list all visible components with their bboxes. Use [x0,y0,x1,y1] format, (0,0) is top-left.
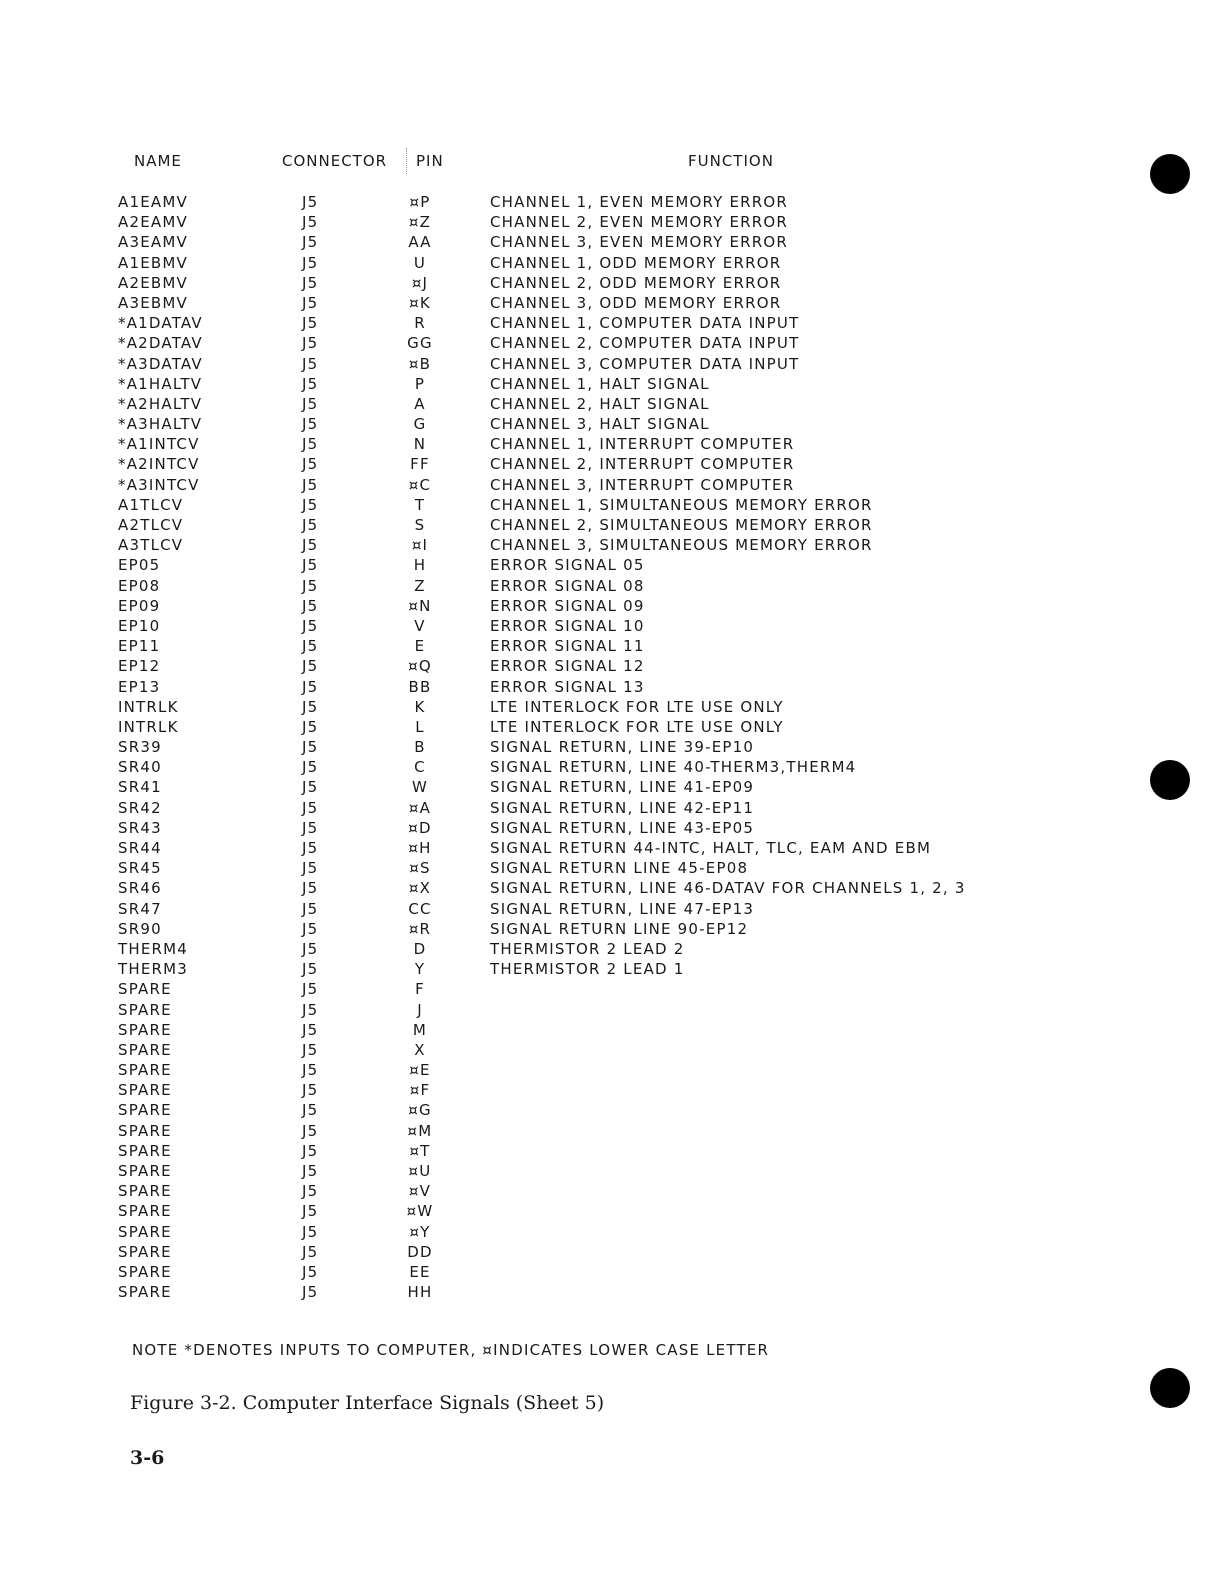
table-row [0,394,1226,414]
header-connector: CONNECTOR [282,152,388,170]
pin-cell: ¤Q [408,657,432,676]
table-row [0,878,1226,898]
function-cell: ERROR SIGNAL 10 [490,616,645,635]
connector-cell: J5 [302,939,319,958]
connector-cell: J5 [302,818,319,837]
signal-name: *A2INTCV [118,455,200,474]
connector-cell: J5 [302,273,319,292]
connector-cell: J5 [302,960,319,979]
signal-name: EP13 [118,677,161,696]
function-cell: SIGNAL RETURN LINE 45-EP08 [490,859,749,878]
connector-cell: J5 [302,1283,319,1302]
connector-cell: J5 [302,596,319,615]
table-row [0,737,1226,757]
header-function: FUNCTION [688,152,774,170]
function-cell: ERROR SIGNAL 08 [490,576,645,595]
connector-cell: J5 [302,637,319,656]
signal-name: INTRLK [118,697,179,716]
function-cell: CHANNEL 3, EVEN MEMORY ERROR [490,233,789,252]
table-row [0,555,1226,575]
table-row [0,495,1226,515]
table-row [0,899,1226,919]
function-cell: CHANNEL 2, EVEN MEMORY ERROR [490,213,789,232]
signal-name: *A1HALTV [118,374,203,393]
table-row [0,798,1226,818]
table-row [0,354,1226,374]
table-row [0,1100,1226,1120]
function-cell: SIGNAL RETURN, LINE 47-EP13 [490,899,755,918]
pin-cell: M [412,1020,428,1039]
table-row [0,454,1226,474]
pin-cell: ¤K [409,293,431,312]
function-cell: SIGNAL RETURN 44-INTC, HALT, TLC, EAM AND EBM [490,839,932,857]
pin-cell: E [414,637,426,656]
pin-cell: A [414,394,426,413]
pin-cell: ¤U [408,1162,432,1180]
pin-cell: U [413,253,427,272]
function-cell: SIGNAL RETURN, LINE 41-EP09 [490,778,755,797]
signal-name: SPARE [118,1222,172,1241]
connector-cell: J5 [302,899,319,918]
table-row [0,273,1226,293]
function-cell: ERROR SIGNAL 05 [490,556,645,575]
signal-name: A2EBMV [118,273,188,292]
function-cell: CHANNEL 1, COMPUTER DATA INPUT [490,314,800,333]
pin-cell: F [415,980,425,999]
pin-cell: P [414,374,426,393]
pin-cell: ¤I [411,536,429,555]
pin-cell: ¤P [409,193,431,211]
table-row [0,1181,1226,1201]
function-cell: ERROR SIGNAL 12 [490,657,645,676]
pin-cell: FF [410,455,430,474]
signal-name: SR44 [118,839,162,857]
function-cell: LTE INTERLOCK FOR LTE USE ONLY [490,697,784,716]
table-row [0,1222,1226,1242]
signal-name: *A2DATAV [118,334,203,353]
function-cell: CHANNEL 2, SIMULTANEOUS MEMORY ERROR [490,516,873,534]
pin-cell: ¤D [408,818,432,837]
table-row [0,1201,1226,1221]
signal-name: EP11 [118,637,161,656]
page-number: 3-6 [130,1447,165,1469]
pin-cell: Y [414,960,426,979]
signal-name: EP05 [118,556,161,575]
table-row [0,374,1226,394]
connector-cell: J5 [302,738,319,757]
signal-name: SR46 [118,879,162,898]
table-note: NOTE *DENOTES INPUTS TO COMPUTER, ¤INDICATES LOWER CASE LETTER [132,1341,770,1359]
connector-cell: J5 [302,839,319,857]
connector-cell: J5 [302,536,319,555]
signal-name: SPARE [118,1121,172,1140]
pin-cell: C [414,758,426,777]
pin-cell: X [414,1040,426,1059]
signal-name: *A2HALTV [118,394,203,413]
connector-cell: J5 [302,495,319,514]
pin-cell: G [413,415,427,434]
function-cell: SIGNAL RETURN, LINE 43-EP05 [490,818,755,837]
signal-name: A1EBMV [118,253,188,272]
function-cell: LTE INTERLOCK FOR LTE USE ONLY [490,717,784,736]
pin-cell: ¤S [409,859,431,878]
pin-cell: ¤X [408,879,432,898]
table-row [0,818,1226,838]
connector-cell: J5 [302,677,319,696]
signal-name: SPARE [118,1141,172,1160]
connector-cell: J5 [302,475,319,494]
signal-name: A1TLCV [118,495,184,514]
signal-name: SPARE [118,1262,172,1281]
table-row [0,717,1226,737]
table-row [0,333,1226,353]
signal-name: *A3DATAV [118,354,203,373]
connector-cell: J5 [302,1061,319,1080]
function-cell: CHANNEL 2, ODD MEMORY ERROR [490,273,782,292]
signal-name: SPARE [118,980,172,999]
signal-name: SR39 [118,738,162,757]
function-cell: CHANNEL 2, COMPUTER DATA INPUT [490,334,800,353]
connector-cell: J5 [302,435,319,454]
connector-cell: J5 [302,556,319,575]
connector-cell: J5 [302,1162,319,1180]
table-row [0,697,1226,717]
connector-cell: J5 [302,1081,319,1100]
table-row [0,959,1226,979]
function-cell: CHANNEL 1, ODD MEMORY ERROR [490,253,782,272]
table-row [0,919,1226,939]
table-row [0,515,1226,535]
connector-cell: J5 [302,253,319,272]
table-row [0,979,1226,999]
signal-table [0,192,1226,1302]
table-row [0,1020,1226,1040]
connector-cell: J5 [302,233,319,252]
function-cell: CHANNEL 3, HALT SIGNAL [490,415,710,434]
function-cell: THERMISTOR 2 LEAD 1 [490,960,685,979]
table-row [0,1000,1226,1020]
signal-name: THERM3 [118,960,189,979]
signal-name: SPARE [118,1162,172,1180]
pin-cell: ¤W [406,1202,434,1221]
connector-cell: J5 [302,314,319,333]
table-row [0,1121,1226,1141]
signal-name: THERM4 [118,939,189,958]
signal-name: A2TLCV [118,516,184,534]
table-row [0,1282,1226,1302]
pin-cell: ¤R [408,919,432,938]
function-cell: SIGNAL RETURN, LINE 46-DATAV FOR CHANNELS 1, 2, 3 [490,879,966,898]
pin-cell: ¤Z [408,213,432,232]
table-row [0,1262,1226,1282]
pin-cell: ¤F [409,1081,431,1100]
connector-cell: J5 [302,516,319,534]
table-row [0,313,1226,333]
function-cell: SIGNAL RETURN, LINE 39-EP10 [490,738,755,757]
function-cell: SIGNAL RETURN, LINE 42-EP11 [490,798,755,817]
pin-cell: ¤M [407,1121,433,1140]
connector-cell: J5 [302,1000,319,1019]
function-cell: CHANNEL 3, SIMULTANEOUS MEMORY ERROR [490,536,873,555]
connector-cell: J5 [302,616,319,635]
pin-cell: CC [408,899,432,918]
pin-cell: S [414,516,426,534]
signal-name: SPARE [118,1081,172,1100]
signal-name: SPARE [118,1000,172,1019]
header-pin: PIN [416,152,444,170]
table-row [0,858,1226,878]
signal-name: SPARE [118,1020,172,1039]
table-row [0,596,1226,616]
pin-cell: W [411,778,429,797]
connector-cell: J5 [302,374,319,393]
pin-cell: ¤G [408,1101,432,1120]
table-row [0,1080,1226,1100]
connector-cell: J5 [302,354,319,373]
connector-cell: J5 [302,1020,319,1039]
table-row [0,757,1226,777]
pin-cell: BB [408,677,432,696]
pin-cell: J [417,1000,423,1019]
signal-name: SR41 [118,778,162,797]
pin-cell: L [415,717,425,736]
connector-cell: J5 [302,1141,319,1160]
connector-cell: J5 [302,213,319,232]
signal-name: EP09 [118,596,161,615]
function-cell: SIGNAL RETURN LINE 90-EP12 [490,919,749,938]
connector-cell: J5 [302,1242,319,1261]
pin-cell: GG [407,334,433,353]
signal-name: A3EBMV [118,293,188,312]
signal-name: SPARE [118,1182,172,1201]
pin-cell: ¤E [409,1061,431,1080]
signal-name: SR90 [118,919,162,938]
connector-cell: J5 [302,1182,319,1201]
pin-cell: ¤H [408,839,432,857]
signal-name: SPARE [118,1040,172,1059]
connector-cell: J5 [302,778,319,797]
pin-cell: ¤A [408,798,432,817]
pin-cell: H [413,556,427,575]
signal-name: EP10 [118,616,161,635]
function-cell: ERROR SIGNAL 11 [490,637,645,656]
pin-cell: N [413,435,427,454]
table-row [0,777,1226,797]
function-cell: SIGNAL RETURN, LINE 40-THERM3,THERM4 [490,758,857,777]
connector-cell: J5 [302,697,319,716]
connector-cell: J5 [302,859,319,878]
header-divider [406,148,407,174]
function-cell: ERROR SIGNAL 09 [490,596,645,615]
function-cell: CHANNEL 3, INTERRUPT COMPUTER [490,475,795,494]
figure-caption: Figure 3-2. Computer Interface Signals (Sheet 5) [130,1392,605,1414]
pin-cell: ¤T [409,1141,431,1160]
table-row [0,535,1226,555]
function-cell: CHANNEL 2, INTERRUPT COMPUTER [490,455,795,474]
signal-name: SR40 [118,758,162,777]
function-cell: THERMISTOR 2 LEAD 2 [490,939,685,958]
connector-cell: J5 [302,798,319,817]
table-row [0,616,1226,636]
signal-name: SPARE [118,1101,172,1120]
connector-cell: J5 [302,980,319,999]
signal-name: *A3HALTV [118,415,203,434]
connector-cell: J5 [302,919,319,938]
connector-cell: J5 [302,1040,319,1059]
signal-name: A3EAMV [118,233,188,252]
pin-cell: EE [409,1262,431,1281]
table-row [0,192,1226,212]
table-row [0,677,1226,697]
table-row [0,939,1226,959]
connector-cell: J5 [302,415,319,434]
function-cell: CHANNEL 3, COMPUTER DATA INPUT [490,354,800,373]
connector-cell: J5 [302,394,319,413]
pin-cell: B [414,738,426,757]
pin-cell: HH [407,1283,433,1302]
punch-hole [1150,1368,1190,1408]
pin-cell: R [414,314,426,333]
signal-name: SR47 [118,899,162,918]
table-row [0,1161,1226,1181]
table-row [0,253,1226,273]
function-cell: CHANNEL 1, HALT SIGNAL [490,374,710,393]
pin-cell: V [414,616,426,635]
pin-cell: K [414,697,426,716]
function-cell: CHANNEL 1, SIMULTANEOUS MEMORY ERROR [490,495,873,514]
signal-name: SR43 [118,818,162,837]
pin-cell: D [413,939,427,958]
pin-cell: ¤J [411,273,429,292]
table-row [0,434,1226,454]
table-row [0,475,1226,495]
signal-name: SPARE [118,1283,172,1302]
connector-cell: J5 [302,1101,319,1120]
table-row [0,656,1226,676]
function-cell: CHANNEL 1, INTERRUPT COMPUTER [490,435,795,454]
table-header [0,152,1226,172]
signal-name: *A3INTCV [118,475,200,494]
function-cell: CHANNEL 3, ODD MEMORY ERROR [490,293,782,312]
signal-name: A3TLCV [118,536,184,555]
function-cell: ERROR SIGNAL 13 [490,677,645,696]
signal-name: A2EAMV [118,213,188,232]
function-cell: CHANNEL 1, EVEN MEMORY ERROR [490,193,789,211]
table-row [0,1141,1226,1161]
header-name: NAME [134,152,182,170]
connector-cell: J5 [302,657,319,676]
connector-cell: J5 [302,717,319,736]
table-row [0,293,1226,313]
connector-cell: J5 [302,879,319,898]
pin-cell: T [414,495,426,514]
pin-cell: ¤B [408,354,432,373]
connector-cell: J5 [302,334,319,353]
signal-name: SPARE [118,1202,172,1221]
signal-name: EP12 [118,657,161,676]
table-row [0,414,1226,434]
connector-cell: J5 [302,1262,319,1281]
table-row [0,1060,1226,1080]
connector-cell: J5 [302,1222,319,1241]
table-row [0,576,1226,596]
table-row [0,636,1226,656]
pin-cell: AA [408,233,432,252]
connector-cell: J5 [302,758,319,777]
signal-name: *A1INTCV [118,435,200,454]
connector-cell: J5 [302,1202,319,1221]
pin-cell: ¤Y [409,1222,431,1241]
connector-cell: J5 [302,293,319,312]
signal-name: INTRLK [118,717,179,736]
connector-cell: J5 [302,1121,319,1140]
connector-cell: J5 [302,455,319,474]
connector-cell: J5 [302,576,319,595]
pin-cell: ¤V [408,1182,432,1201]
signal-name: A1EAMV [118,193,188,211]
pin-cell: DD [407,1242,433,1261]
table-row [0,212,1226,232]
pin-cell: ¤N [408,596,432,615]
function-cell: CHANNEL 2, HALT SIGNAL [490,394,710,413]
table-row [0,1242,1226,1262]
signal-name: SR42 [118,798,162,817]
signal-name: EP08 [118,576,161,595]
signal-name: SPARE [118,1061,172,1080]
connector-cell: J5 [302,193,319,211]
signal-name: *A1DATAV [118,314,203,333]
table-row [0,838,1226,858]
signal-name: SR45 [118,859,162,878]
pin-cell: Z [414,576,426,595]
pin-cell: ¤C [408,475,432,494]
table-row [0,1040,1226,1060]
signal-name: SPARE [118,1242,172,1261]
table-row [0,232,1226,252]
